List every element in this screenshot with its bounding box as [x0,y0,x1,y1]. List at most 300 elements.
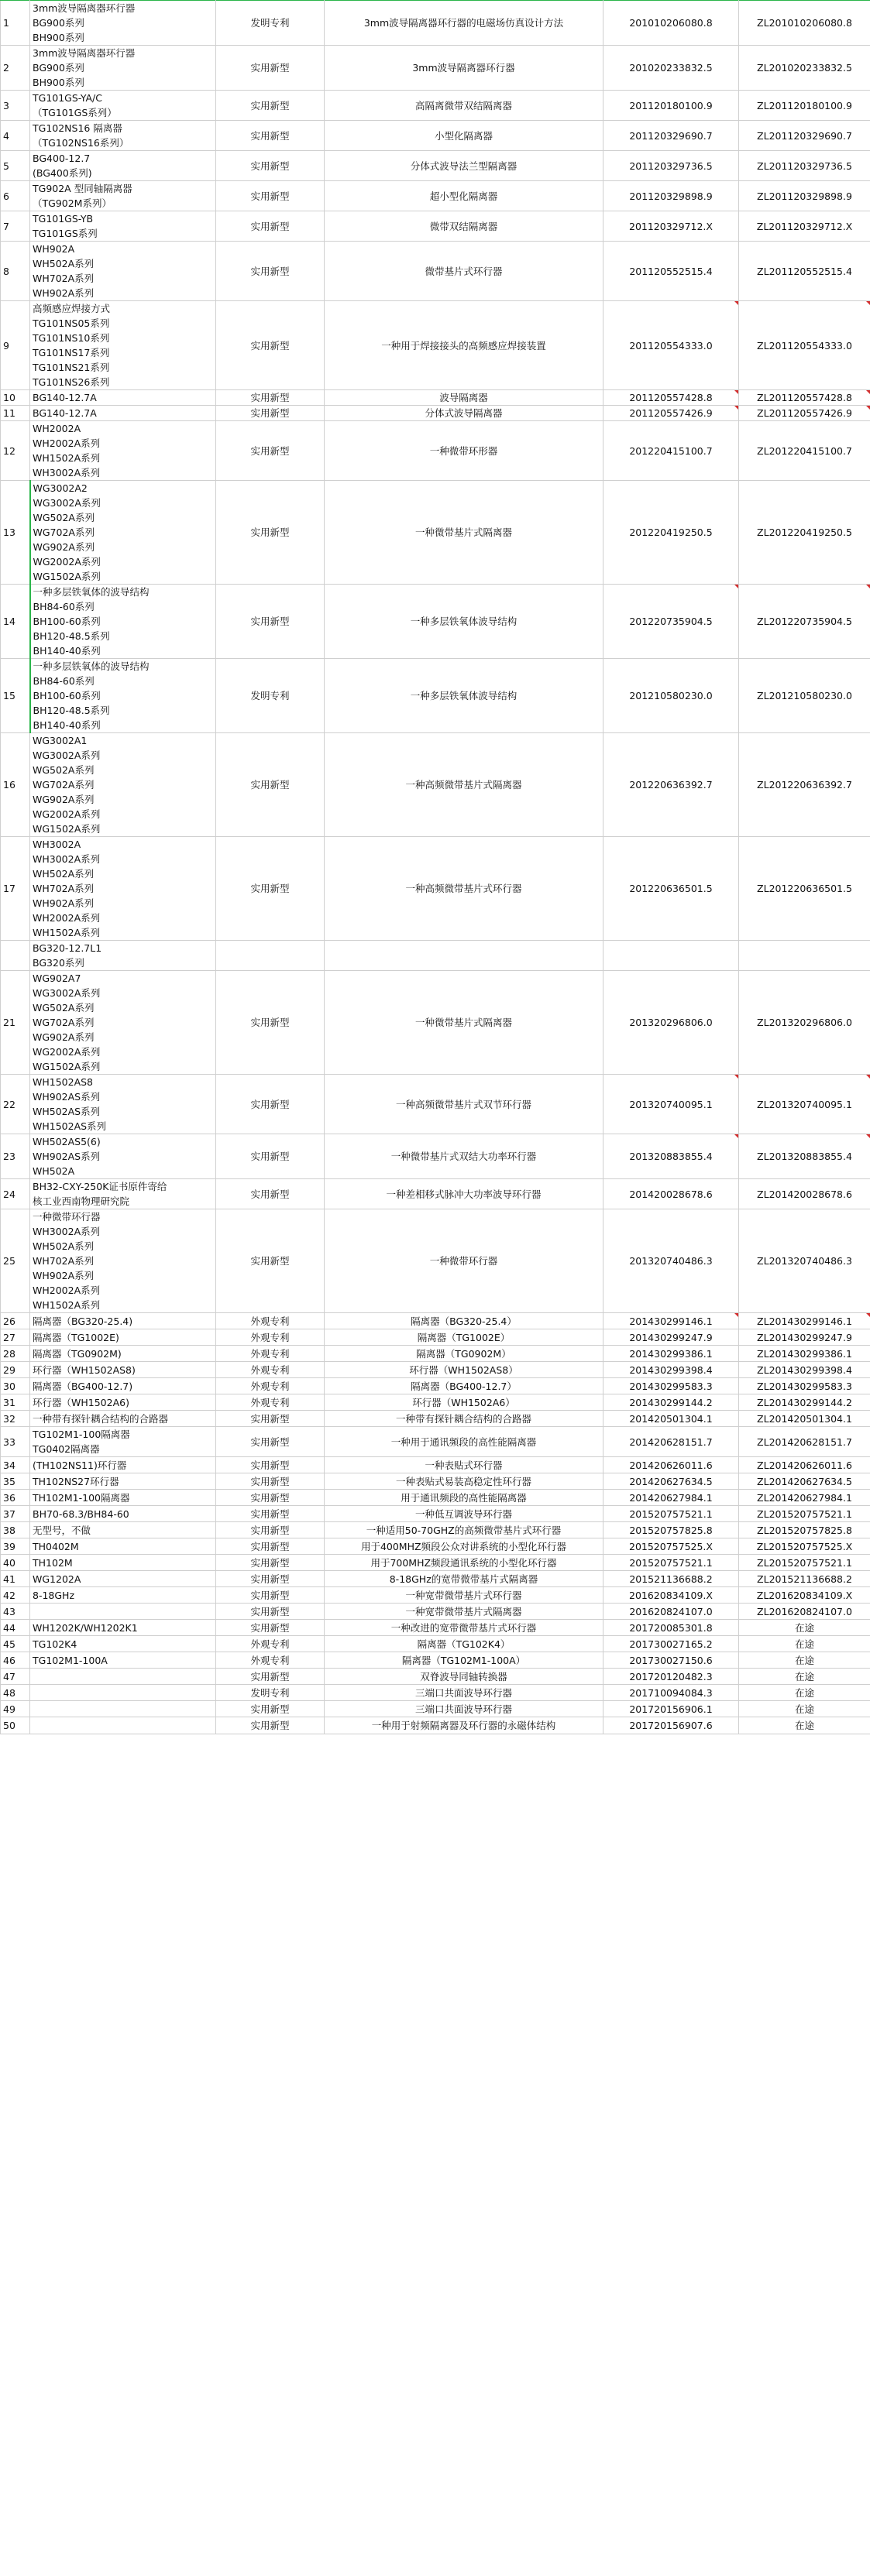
patent-type-cell[interactable]: 实用新型 [216,1179,325,1209]
application-number-cell[interactable]: 201520757521.1 [603,1506,739,1522]
patent-name-cell[interactable]: 一种微带环形器 [325,421,603,481]
patent-type-cell[interactable]: 外观专利 [216,1636,325,1652]
row-number-cell[interactable]: 3 [1,91,30,121]
model-cell[interactable] [30,585,216,659]
application-number-cell[interactable]: 201720120482.3 [603,1669,739,1685]
table-row [1,91,870,121]
patent-type-cell[interactable]: 实用新型 [216,971,325,1075]
model-cell[interactable] [30,46,216,91]
patent-type-cell[interactable]: 外观专利 [216,1346,325,1362]
application-number-cell[interactable]: 201020233832.5 [603,46,739,91]
application-number-cell[interactable]: 201730027165.2 [603,1636,739,1652]
table-row [1,1701,870,1717]
patent-number-cell[interactable]: ZL201220735904.5 [739,585,870,659]
patent-number-cell[interactable]: ZL201420626011.6 [739,1457,870,1473]
application-number-cell[interactable]: 201220735904.5 [603,585,739,659]
patent-number-cell[interactable]: ZL201420627984.1 [739,1490,870,1506]
patent-type-cell[interactable]: 实用新型 [216,1522,325,1538]
model-cell[interactable] [30,1209,216,1313]
patent-number-cell[interactable]: ZL201020233832.5 [739,46,870,91]
application-number-cell[interactable]: 201430299386.1 [603,1346,739,1362]
row-number-cell[interactable]: 37 [1,1506,30,1522]
patent-name-cell[interactable]: 一种用于通讯频段的高性能隔离器 [325,1427,603,1457]
row-number-cell[interactable]: 14 [1,585,30,659]
table-row [1,1587,870,1604]
patent-number-cell[interactable]: ZL201521136688.2 [739,1571,870,1587]
patent-name-cell[interactable]: 隔离器（TG102K4） [325,1636,603,1652]
application-number-cell[interactable]: 201430299398.4 [603,1362,739,1378]
application-number-cell[interactable]: 201420628151.7 [603,1427,739,1457]
row-number-cell[interactable]: 8 [1,242,30,301]
patent-type-cell[interactable]: 实用新型 [216,1473,325,1490]
row-number-cell[interactable]: 12 [1,421,30,481]
patent-type-cell[interactable]: 实用新型 [216,481,325,585]
patent-name-cell[interactable]: 一种微带基片式隔离器 [325,481,603,585]
model-cell[interactable] [30,1473,216,1490]
patent-name-cell[interactable]: 一种差相移式脉冲大功率波导环行器 [325,1179,603,1209]
row-number-cell[interactable]: 23 [1,1134,30,1179]
patent-number-cell[interactable]: ZL201120557426.9 [739,406,870,421]
patent-name-cell[interactable]: 用于400MHZ频段公众对讲系统的小型化环行器 [325,1538,603,1555]
application-number-cell[interactable]: 201120552515.4 [603,242,739,301]
patent-number-cell[interactable]: ZL201430299146.1 [739,1313,870,1329]
patent-type-cell[interactable]: 实用新型 [216,1134,325,1179]
row-number-cell[interactable]: 9 [1,301,30,390]
patent-name-cell[interactable]: 超小型化隔离器 [325,181,603,211]
patent-type-cell[interactable]: 实用新型 [216,1411,325,1427]
patent-type-cell[interactable]: 实用新型 [216,733,325,837]
model-line: BH900系列 [33,77,84,88]
patent-number-cell[interactable]: ZL201320296806.0 [739,971,870,1075]
application-number-cell[interactable]: 201521136688.2 [603,1571,739,1587]
model-cell[interactable] [30,1490,216,1506]
patent-number-cell[interactable]: ZL201520757825.8 [739,1522,870,1538]
patent-type-cell[interactable]: 实用新型 [216,301,325,390]
patent-name-cell[interactable]: 一种宽带微带基片式环行器 [325,1587,603,1604]
model-cell[interactable] [30,181,216,211]
patent-type-cell[interactable]: 实用新型 [216,1075,325,1134]
patent-name-cell[interactable]: 一种多层铁氧体波导结构 [325,659,603,733]
application-number-cell[interactable]: 201720085301.8 [603,1620,739,1636]
patent-name-cell[interactable]: 一种高频微带基片式隔离器 [325,733,603,837]
patent-type-cell[interactable]: 外观专利 [216,1394,325,1411]
row-number-cell[interactable]: 28 [1,1346,30,1362]
model-cell[interactable] [30,837,216,941]
application-number-cell[interactable]: 201430299146.1 [603,1313,739,1329]
application-number-cell[interactable]: 201320883855.4 [603,1134,739,1179]
row-number-cell[interactable]: 49 [1,1701,30,1717]
patent-name-cell[interactable]: 一种多层铁氧体波导结构 [325,585,603,659]
patent-type-cell[interactable]: 实用新型 [216,1506,325,1522]
row-number-cell[interactable]: 40 [1,1555,30,1571]
patent-name-cell[interactable]: 环行器（WH1502AS8） [325,1362,603,1378]
row-number-cell[interactable]: 47 [1,1669,30,1685]
model-cell[interactable] [30,151,216,181]
model-line: WG1502A系列 [33,823,101,835]
patent-number-cell[interactable]: ZL201520757525.X [739,1538,870,1555]
patent-number-cell[interactable]: ZL201220636392.7 [739,733,870,837]
row-number-cell[interactable] [1,941,30,971]
row-number-cell[interactable]: 32 [1,1411,30,1427]
patent-number-cell[interactable]: ZL201120329712.X [739,211,870,242]
patent-name-cell[interactable]: 微带基片式环行器 [325,242,603,301]
row-number-cell[interactable]: 42 [1,1587,30,1604]
patent-number-cell[interactable]: ZL201520757521.1 [739,1506,870,1522]
model-cell[interactable] [30,1075,216,1134]
patent-number-cell[interactable]: ZL201010206080.8 [739,1,870,46]
application-number-cell[interactable]: 201620834109.X [603,1587,739,1604]
application-number-cell[interactable]: 201320296806.0 [603,971,739,1075]
patent-number-cell[interactable]: ZL201320883855.4 [739,1134,870,1179]
patent-number-cell[interactable]: ZL201220419250.5 [739,481,870,585]
patent-name-cell[interactable]: 隔离器（BG320-25.4） [325,1313,603,1329]
application-number-cell[interactable]: 201210580230.0 [603,659,739,733]
row-number-cell[interactable]: 25 [1,1209,30,1313]
patent-name-cell[interactable]: 用于700MHZ频段通讯系统的小型化环行器 [325,1555,603,1571]
row-number-cell[interactable]: 30 [1,1378,30,1394]
model-cell[interactable] [30,406,216,421]
patent-type-cell[interactable]: 外观专利 [216,1362,325,1378]
patent-name-cell[interactable]: 隔离器（TG0902M） [325,1346,603,1362]
model-line: 环行器（WH1502A6) [33,1396,129,1408]
patent-number-cell[interactable]: 在途 [739,1685,870,1701]
patent-number-cell[interactable]: ZL201420627634.5 [739,1473,870,1490]
application-number-cell[interactable]: 201420028678.6 [603,1179,739,1209]
model-cell[interactable] [30,1346,216,1362]
patent-type-cell[interactable]: 实用新型 [216,585,325,659]
row-number-cell[interactable]: 46 [1,1652,30,1669]
row-number-cell[interactable]: 31 [1,1394,30,1411]
patent-name-cell[interactable]: 用于通讯频段的高性能隔离器 [325,1490,603,1506]
row-number-cell[interactable]: 2 [1,46,30,91]
patent-type-cell[interactable]: 实用新型 [216,1571,325,1587]
application-number-cell[interactable]: 201720156907.6 [603,1717,739,1734]
model-cell[interactable] [30,1506,216,1522]
patent-type-cell[interactable]: 实用新型 [216,1490,325,1506]
model-cell[interactable] [30,1362,216,1378]
application-number-cell[interactable]: 201730027150.6 [603,1652,739,1669]
model-cell[interactable] [30,1522,216,1538]
patent-type-cell[interactable]: 实用新型 [216,421,325,481]
row-number-cell[interactable]: 6 [1,181,30,211]
patent-type-cell[interactable]: 外观专利 [216,1329,325,1346]
patent-number-cell[interactable]: ZL201430299398.4 [739,1362,870,1378]
model-cell[interactable] [30,1313,216,1329]
patent-number-cell[interactable]: ZL201120552515.4 [739,242,870,301]
patent-name-cell[interactable]: 3mm波导隔离器环行器 [325,46,603,91]
model-cell[interactable] [30,1134,216,1179]
row-number-cell[interactable]: 10 [1,390,30,406]
row-number-cell[interactable]: 17 [1,837,30,941]
application-number-cell[interactable]: 201120329898.9 [603,181,739,211]
model-cell[interactable] [30,421,216,481]
row-number-cell[interactable]: 36 [1,1490,30,1506]
row-number-cell[interactable]: 29 [1,1362,30,1378]
patent-type-cell[interactable]: 实用新型 [216,1669,325,1685]
row-number-cell[interactable]: 34 [1,1457,30,1473]
patent-name-cell[interactable]: 一种高频微带基片式双节环行器 [325,1075,603,1134]
application-number-cell[interactable]: 201120180100.9 [603,91,739,121]
patent-type-cell[interactable] [216,941,325,971]
application-number-cell[interactable]: 201420627634.5 [603,1473,739,1490]
application-number-cell[interactable]: 201710094084.3 [603,1685,739,1701]
patent-type-cell[interactable]: 实用新型 [216,1555,325,1571]
application-number-cell[interactable]: 201010206080.8 [603,1,739,46]
patent-number-cell[interactable]: ZL201420628151.7 [739,1427,870,1457]
application-number-cell[interactable] [603,941,739,971]
application-number-cell[interactable]: 201120329736.5 [603,151,739,181]
row-number-cell[interactable]: 7 [1,211,30,242]
model-cell[interactable] [30,481,216,585]
patent-type-cell[interactable]: 实用新型 [216,91,325,121]
patent-name-cell[interactable]: 一种表贴式易装高稳定性环行器 [325,1473,603,1490]
row-number-cell[interactable]: 50 [1,1717,30,1734]
patent-name-cell[interactable]: 波导隔离器 [325,390,603,406]
patent-name-cell[interactable]: 一种微带基片式双结大功率环行器 [325,1134,603,1179]
application-number-cell[interactable]: 201220419250.5 [603,481,739,585]
model-cell[interactable] [30,242,216,301]
application-number-cell[interactable]: 201320740095.1 [603,1075,739,1134]
patent-number-cell[interactable]: ZL201620824107.0 [739,1604,870,1620]
row-number-cell[interactable]: 44 [1,1620,30,1636]
patent-number-cell[interactable]: ZL201620834109.X [739,1587,870,1604]
model-line: 核工业西南物理研究院 [33,1195,130,1207]
patent-type-cell[interactable]: 外观专利 [216,1313,325,1329]
application-number-cell[interactable]: 201120329690.7 [603,121,739,151]
model-line: WG502A系列 [33,764,95,776]
application-number-cell[interactable]: 201520757525.X [603,1538,739,1555]
application-number-cell[interactable]: 201120557426.9 [603,406,739,421]
patent-name-cell[interactable]: 隔离器（TG1002E） [325,1329,603,1346]
patent-type-cell[interactable]: 发明专利 [216,1685,325,1701]
model-cell[interactable] [30,1571,216,1587]
row-number-cell[interactable]: 39 [1,1538,30,1555]
patent-type-cell[interactable]: 实用新型 [216,406,325,421]
application-number-cell[interactable]: 201520757521.1 [603,1555,739,1571]
patent-name-cell[interactable]: 分体式波导隔离器 [325,406,603,421]
model-cell[interactable] [30,390,216,406]
row-number-cell[interactable]: 24 [1,1179,30,1209]
model-cell[interactable] [30,971,216,1075]
patent-type-cell[interactable]: 实用新型 [216,1701,325,1717]
patent-number-cell[interactable]: ZL201520757521.1 [739,1555,870,1571]
patent-type-cell[interactable]: 实用新型 [216,1604,325,1620]
patent-name-cell[interactable]: 三端口共面波导环行器 [325,1685,603,1701]
row-number-cell[interactable]: 45 [1,1636,30,1652]
row-number-cell[interactable]: 21 [1,971,30,1075]
model-cell[interactable] [30,1394,216,1411]
patent-number-cell[interactable]: ZL201120180100.9 [739,91,870,121]
patent-type-cell[interactable]: 发明专利 [216,659,325,733]
patent-name-cell[interactable]: 一种适用50-70GHZ的高频微带基片式环行器 [325,1522,603,1538]
model-cell[interactable] [30,91,216,121]
model-cell[interactable] [30,1620,216,1636]
model-cell[interactable] [30,1701,216,1717]
patent-name-cell[interactable]: 一种改进的宽带微带基片式环行器 [325,1620,603,1636]
row-number-cell[interactable]: 26 [1,1313,30,1329]
row-number-cell[interactable]: 33 [1,1427,30,1457]
patent-type-cell[interactable]: 实用新型 [216,1538,325,1555]
model-cell[interactable] [30,1717,216,1734]
application-number-cell[interactable]: 201430299247.9 [603,1329,739,1346]
model-cell[interactable] [30,1427,216,1457]
patent-name-cell[interactable]: 8-18GHz的宽带微带基片式隔离器 [325,1571,603,1587]
row-number-cell[interactable]: 15 [1,659,30,733]
application-number-cell[interactable]: 201120554333.0 [603,301,739,390]
application-number-cell[interactable]: 201420501304.1 [603,1411,739,1427]
patent-number-cell[interactable]: ZL201430299144.2 [739,1394,870,1411]
patent-number-cell[interactable]: ZL201120557428.8 [739,390,870,406]
patent-type-cell[interactable]: 实用新型 [216,1717,325,1734]
patent-number-cell[interactable]: ZL201220636501.5 [739,837,870,941]
row-number-cell[interactable]: 48 [1,1685,30,1701]
patent-name-cell[interactable]: 分体式波导法兰型隔离器 [325,151,603,181]
patent-name-cell[interactable]: 一种表贴式环行器 [325,1457,603,1473]
application-number-cell[interactable]: 201620824107.0 [603,1604,739,1620]
patent-name-cell[interactable]: 隔离器（TG102M1-100A） [325,1652,603,1669]
patent-number-cell[interactable]: ZL201220415100.7 [739,421,870,481]
model-cell[interactable] [30,1457,216,1473]
patent-name-cell[interactable]: 一种高频微带基片式环行器 [325,837,603,941]
row-number-cell[interactable]: 43 [1,1604,30,1620]
patent-number-cell[interactable]: ZL201120329690.7 [739,121,870,151]
row-number-cell[interactable]: 4 [1,121,30,151]
application-number-cell[interactable]: 201720156906.1 [603,1701,739,1717]
patent-name-cell[interactable]: 一种宽带微带基片式隔离器 [325,1604,603,1620]
application-number-cell[interactable]: 201420627984.1 [603,1490,739,1506]
table-row [1,1636,870,1652]
patent-number-cell[interactable]: ZL201430299583.3 [739,1378,870,1394]
model-cell[interactable] [30,1329,216,1346]
model-line: TG902A 型同轴隔离器 [33,183,132,194]
patent-name-cell[interactable]: 高隔离微带双结隔离器 [325,91,603,121]
row-number-cell[interactable]: 27 [1,1329,30,1346]
patent-number-cell[interactable]: ZL201120329736.5 [739,151,870,181]
row-number-cell[interactable]: 35 [1,1473,30,1490]
model-cell[interactable] [30,659,216,733]
application-number-cell[interactable]: 201430299583.3 [603,1378,739,1394]
patent-name-cell[interactable]: 一种低互调波导环行器 [325,1506,603,1522]
patent-name-cell[interactable]: 一种用于焊接接头的高频感应焊接装置 [325,301,603,390]
patent-name-cell[interactable]: 微带双结隔离器 [325,211,603,242]
application-number-cell[interactable]: 201220636501.5 [603,837,739,941]
patent-number-cell[interactable]: 在途 [739,1652,870,1669]
model-cell[interactable] [30,941,216,971]
patent-name-cell[interactable]: 环行器（WH1502A6） [325,1394,603,1411]
patent-name-cell[interactable]: 三端口共面波导环行器 [325,1701,603,1717]
patent-number-cell[interactable]: ZL201210580230.0 [739,659,870,733]
model-cell[interactable] [30,1411,216,1427]
application-number-cell[interactable]: 201120557428.8 [603,390,739,406]
model-cell[interactable] [30,121,216,151]
patent-type-cell[interactable]: 实用新型 [216,390,325,406]
patent-type-cell[interactable]: 实用新型 [216,1427,325,1457]
patent-name-cell[interactable]: 双脊波导同轴转换器 [325,1669,603,1685]
model-cell[interactable] [30,301,216,390]
row-number-cell[interactable]: 13 [1,481,30,585]
patent-number-cell[interactable]: ZL201120329898.9 [739,181,870,211]
patent-number-cell[interactable]: ZL201420501304.1 [739,1411,870,1427]
patent-number-cell[interactable]: ZL201320740486.3 [739,1209,870,1313]
patent-type-cell[interactable]: 实用新型 [216,242,325,301]
application-number-cell[interactable]: 201120329712.X [603,211,739,242]
model-cell[interactable] [30,1685,216,1701]
patent-type-cell[interactable]: 实用新型 [216,181,325,211]
patent-type-cell[interactable]: 实用新型 [216,1587,325,1604]
patent-type-cell[interactable]: 发明专利 [216,1,325,46]
model-cell[interactable] [30,733,216,837]
application-number-cell[interactable]: 201220636392.7 [603,733,739,837]
model-cell[interactable] [30,1604,216,1620]
patent-name-cell[interactable]: 一种带有探针耦合结构的合路器 [325,1411,603,1427]
model-cell[interactable] [30,1669,216,1685]
model-cell[interactable] [30,1636,216,1652]
patent-type-cell[interactable]: 外观专利 [216,1652,325,1669]
model-cell[interactable] [30,1587,216,1604]
patent-number-cell[interactable]: 在途 [739,1620,870,1636]
patent-type-cell[interactable]: 实用新型 [216,837,325,941]
row-number-cell[interactable]: 5 [1,151,30,181]
row-number-cell[interactable]: 16 [1,733,30,837]
patent-type-cell[interactable]: 实用新型 [216,1457,325,1473]
patent-name-cell[interactable]: 一种用于射频隔离器及环行器的永磁体结构 [325,1717,603,1734]
patent-type-cell[interactable]: 实用新型 [216,1209,325,1313]
application-number-cell[interactable]: 201420626011.6 [603,1457,739,1473]
patent-type-cell[interactable]: 实用新型 [216,46,325,91]
model-cell[interactable] [30,1652,216,1669]
model-cell[interactable] [30,1538,216,1555]
patent-type-cell[interactable]: 实用新型 [216,211,325,242]
patent-number-cell[interactable] [739,941,870,971]
model-cell[interactable] [30,1555,216,1571]
patent-number-cell[interactable]: 在途 [739,1669,870,1685]
patent-type-cell[interactable]: 实用新型 [216,121,325,151]
patent-number-cell[interactable]: ZL201320740095.1 [739,1075,870,1134]
model-cell[interactable] [30,1,216,46]
patent-name-cell[interactable]: 一种微带环行器 [325,1209,603,1313]
application-number-cell[interactable]: 201320740486.3 [603,1209,739,1313]
patent-name-cell[interactable]: 3mm波导隔离器环行器的电磁场仿真设计方法 [325,1,603,46]
application-number-cell[interactable]: 201430299144.2 [603,1394,739,1411]
row-number-cell[interactable]: 11 [1,406,30,421]
model-cell[interactable] [30,211,216,242]
patent-name-cell[interactable]: 一种微带基片式隔离器 [325,971,603,1075]
patent-name-cell[interactable] [325,941,603,971]
table-row [1,481,870,585]
patent-number-cell[interactable]: ZL201120554333.0 [739,301,870,390]
row-number-cell[interactable]: 1 [1,1,30,46]
patent-type-cell[interactable]: 实用新型 [216,151,325,181]
patent-name-cell[interactable]: 隔离器（BG400-12.7） [325,1378,603,1394]
patent-number-cell[interactable]: ZL201430299247.9 [739,1329,870,1346]
application-number-cell[interactable]: 201520757825.8 [603,1522,739,1538]
application-number-cell[interactable]: 201220415100.7 [603,421,739,481]
patent-number-cell[interactable]: ZL201430299386.1 [739,1346,870,1362]
patent-type-cell[interactable]: 外观专利 [216,1378,325,1394]
row-number-cell[interactable]: 41 [1,1571,30,1587]
patent-number-cell[interactable]: ZL201420028678.6 [739,1179,870,1209]
model-line: BH32-CXY-250K证书原件寄给 [33,1181,167,1192]
patent-name-cell[interactable]: 小型化隔离器 [325,121,603,151]
row-number-cell[interactable]: 22 [1,1075,30,1134]
patent-number-cell[interactable]: 在途 [739,1636,870,1652]
patent-type-cell[interactable]: 实用新型 [216,1620,325,1636]
patent-number-cell[interactable]: 在途 [739,1717,870,1734]
row-number-cell[interactable]: 38 [1,1522,30,1538]
model-cell[interactable] [30,1378,216,1394]
patent-number-cell[interactable]: 在途 [739,1701,870,1717]
model-cell[interactable] [30,1179,216,1209]
